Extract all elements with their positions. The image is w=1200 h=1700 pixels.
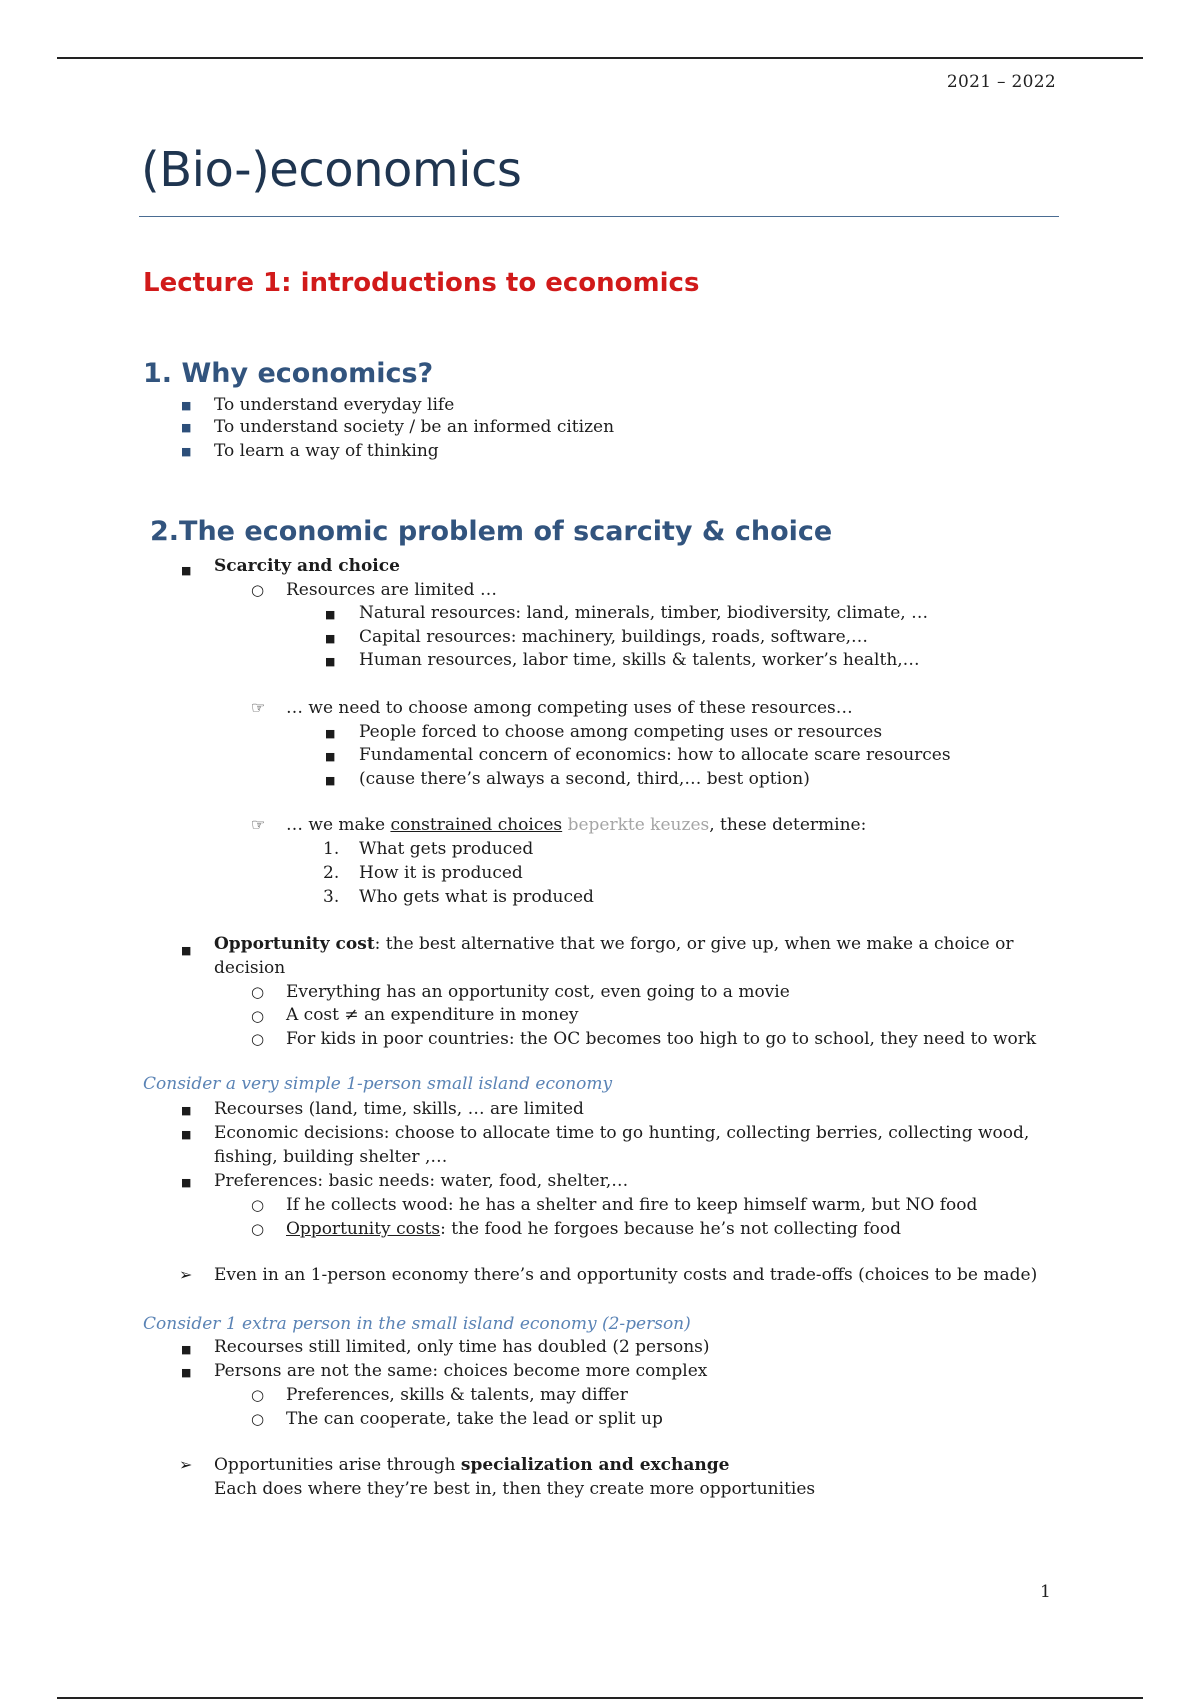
hand-pointer-icon: ☞ (251, 815, 266, 834)
list-item-continued: fishing, building shelter ,… (214, 1147, 448, 1167)
bullet-square-icon: ■ (181, 944, 192, 957)
numbered-item: How it is produced (359, 863, 523, 883)
numbered-item: Who gets what is produced (359, 887, 594, 907)
lecture-heading: Lecture 1: introductions to economics (143, 268, 700, 298)
list-item: A cost ≠ an expenditure in money (286, 1005, 579, 1025)
list-item: For kids in poor countries: the OC becomes too high to go to school, they need to work (286, 1029, 1037, 1049)
arrow-bullet-icon: ➢ (179, 1265, 193, 1284)
top-rule (57, 57, 1143, 59)
list-item: To learn a way of thinking (214, 441, 439, 461)
list-item: Economic decisions: choose to allocate time to go hunting, collecting berries, collecting wood, (214, 1123, 1030, 1143)
bullet-square-icon: ■ (181, 1128, 192, 1141)
bullet-circle-icon: ○ (251, 1386, 265, 1404)
opportunities-line (214, 1454, 729, 1476)
list-number: 2. (323, 863, 340, 883)
section-2-heading: 2.The economic problem of scarcity & choice (150, 516, 833, 547)
bullet-square-icon: ■ (181, 399, 192, 412)
list-item: Everything has an opportunity cost, even going to a movie (286, 982, 790, 1002)
list-item: To understand society / be an informed citizen (214, 417, 615, 437)
scarcity-label: Scarcity and choice (214, 556, 400, 576)
bullet-square-icon: ■ (325, 727, 336, 740)
list-item: Natural resources: land, minerals, timber, biodiversity, climate, … (359, 603, 929, 623)
bullet-circle-icon: ○ (251, 1196, 265, 1214)
arrow-bullet-icon: ➢ (179, 1455, 193, 1474)
bullet-square-icon: ■ (181, 1343, 192, 1356)
conclusion-line: Even in an 1-person economy there’s and opportunity costs and trade-offs (choices to be made) (214, 1265, 1038, 1285)
list-number: 3. (323, 887, 340, 907)
bullet-circle-icon: ○ (251, 1220, 265, 1238)
text-span: Opportunities arise through (214, 1455, 461, 1475)
constrained-choices-line (286, 814, 866, 836)
opp-cost-term: Opportunity cost (214, 934, 375, 954)
list-item: Human resources, labor time, skills & talents, worker’s health,… (359, 650, 920, 670)
bullet-square-icon: ■ (325, 608, 336, 621)
opp-costs-term: Opportunity costs (286, 1219, 441, 1239)
document-title: (Bio-)economics (141, 142, 522, 198)
list-item: The can cooperate, take the lead or split up (286, 1409, 663, 1429)
list-item: Recourses (land, time, skills, … are limited (214, 1099, 584, 1119)
bullet-circle-icon: ○ (251, 1030, 265, 1048)
bullet-circle-icon: ○ (251, 983, 265, 1001)
list-item: If he collects wood: he has a shelter and fire to keep himself warm, but NO food (286, 1195, 978, 1215)
bullet-square-icon: ■ (325, 632, 336, 645)
text-span: … we make (286, 815, 391, 835)
list-item: … we need to choose among competing uses of these resources… (286, 698, 853, 718)
text-span: : the best alternative that we forgo, or give up, when we make a choice or (374, 934, 1014, 954)
opportunities-line-2: Each does where they’re best in, then they create more opportunities (214, 1479, 816, 1499)
island1-heading: Consider a very simple 1-person small island economy (143, 1074, 613, 1094)
bullet-square-icon: ■ (181, 564, 192, 577)
list-item: Fundamental concern of economics: how to allocate scare resources (359, 745, 951, 765)
text-span: : the food he forgoes because he’s not collecting food (440, 1219, 901, 1239)
dutch-translation: beperkte keuzes (567, 815, 710, 835)
opportunity-cost-line-2: decision (214, 958, 286, 978)
numbered-item: What gets produced (359, 839, 534, 859)
bullet-square-icon: ■ (181, 445, 192, 458)
page-number: 1 (1040, 1582, 1051, 1602)
bullet-square-icon: ■ (181, 1366, 192, 1379)
list-item: To understand everyday life (214, 395, 455, 415)
hand-pointer-icon: ☞ (251, 698, 266, 717)
bullet-square-icon: ■ (325, 750, 336, 763)
opportunity-costs-line (286, 1218, 901, 1240)
opportunity-cost-line (214, 933, 1013, 955)
list-item: People forced to choose among competing uses or resources (359, 722, 883, 742)
academic-year: 2021 – 2022 (946, 72, 1056, 92)
list-item: (cause there’s always a second, third,… best option) (359, 769, 810, 789)
bullet-square-icon: ■ (325, 655, 336, 668)
list-item: Resources are limited … (286, 580, 497, 600)
bullet-square-icon: ■ (181, 1104, 192, 1117)
list-number: 1. (323, 839, 340, 859)
constrained-term: constrained choices (390, 815, 563, 835)
bullet-circle-icon: ○ (251, 1410, 265, 1428)
specialization-term: specialization and exchange (460, 1455, 730, 1475)
list-item: Capital resources: machinery, buildings, roads, software,… (359, 627, 869, 647)
bottom-rule (57, 1697, 1143, 1699)
bullet-circle-icon: ○ (251, 1007, 265, 1025)
bullet-square-icon: ■ (181, 1176, 192, 1189)
list-item: Preferences: basic needs: water, food, shelter,… (214, 1171, 629, 1191)
text-span: , these determine: (709, 815, 867, 835)
section-1-heading: 1. Why economics? (143, 358, 434, 389)
island2-heading: Consider 1 extra person in the small island economy (2-person) (143, 1314, 691, 1334)
list-item: Persons are not the same: choices become more complex (214, 1361, 708, 1381)
bullet-circle-icon: ○ (251, 581, 265, 599)
bullet-square-icon: ■ (181, 421, 192, 434)
bullet-square-icon: ■ (325, 774, 336, 787)
title-underline (139, 216, 1059, 217)
list-item: Recourses still limited, only time has doubled (2 persons) (214, 1337, 710, 1357)
list-item: Preferences, skills & talents, may differ (286, 1385, 628, 1405)
